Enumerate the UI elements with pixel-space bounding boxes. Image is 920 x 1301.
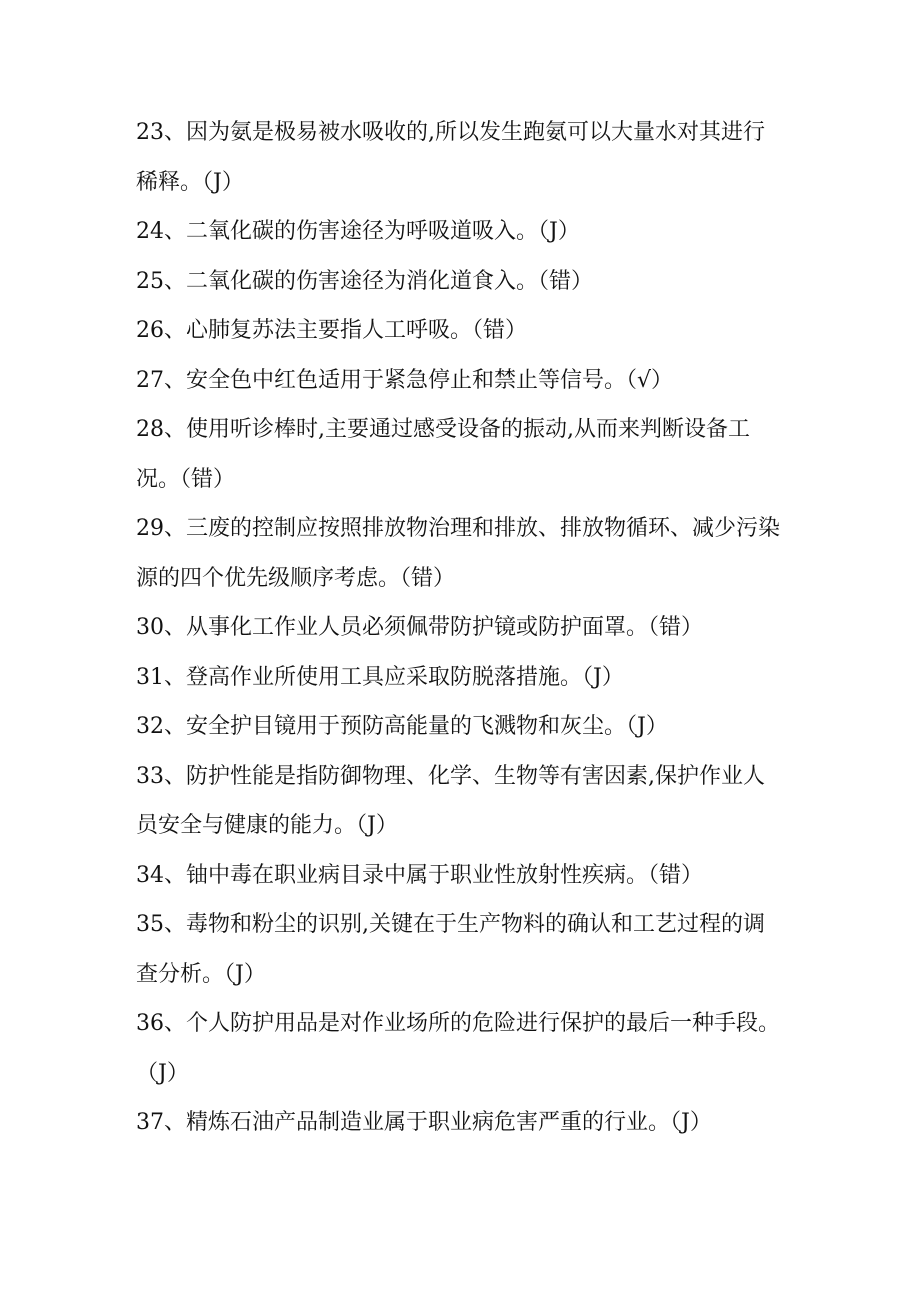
- list-item: 37、精炼石油产品制造业属于职业病危害严重的行业。（J）: [136, 1110, 712, 1135]
- list-item: 30、从事化工作业人员必须佩带防护镜或防护面罩。（错）: [136, 615, 703, 640]
- list-item: 36、个人防护用品是对作业场所的危险进行保护的最后一种手段。（J）: [136, 1011, 780, 1086]
- list-item: 33、防护性能是指防御物理、化学、生物等有害因素,保护作业人员安全与健康的能力。（J）: [136, 763, 765, 838]
- list-item: 35、毒物和粉尘的识别,关键在于生产物料的确认和工艺过程的调查分析。（J）: [136, 912, 765, 987]
- list-item: 27、安全色中红色适用于紧急停止和禁止等信号。（√）: [136, 367, 674, 393]
- list-item: 23、因为氨是极易被水吸收的,所以发生跑氨可以大量水对其进行稀释。（J）: [136, 120, 765, 195]
- list-item: 34、铀中毒在职业病目录中属于职业性放射性疾病。（错）: [136, 862, 703, 888]
- list-item: 32、安全护目镜用于预防高能量的飞溅物和灰尘。（J）: [136, 714, 668, 739]
- list-item: 31、登高作业所使用工具应采取防脱落措施。（J）: [136, 664, 624, 690]
- list-item: 24、二氧化碳的伤害途径为呼吸道吸入。（J）: [136, 219, 580, 244]
- list-item: 29、三废的控制应按照排放物治理和排放、排放物循环、减少污染源的四个优先级顺序考虑。（错）: [136, 516, 780, 591]
- question-list: [136, 108, 786, 1148]
- list-item: 25、二氧化碳的伤害途径为消化道食入。（错）: [136, 268, 593, 294]
- list-item: 26、心肺复苏法主要指人工呼吸。（错）: [136, 318, 527, 343]
- list-item: 28、使用听诊棒时,主要通过感受设备的振动,从而来判断设备工况。（错）: [136, 417, 750, 492]
